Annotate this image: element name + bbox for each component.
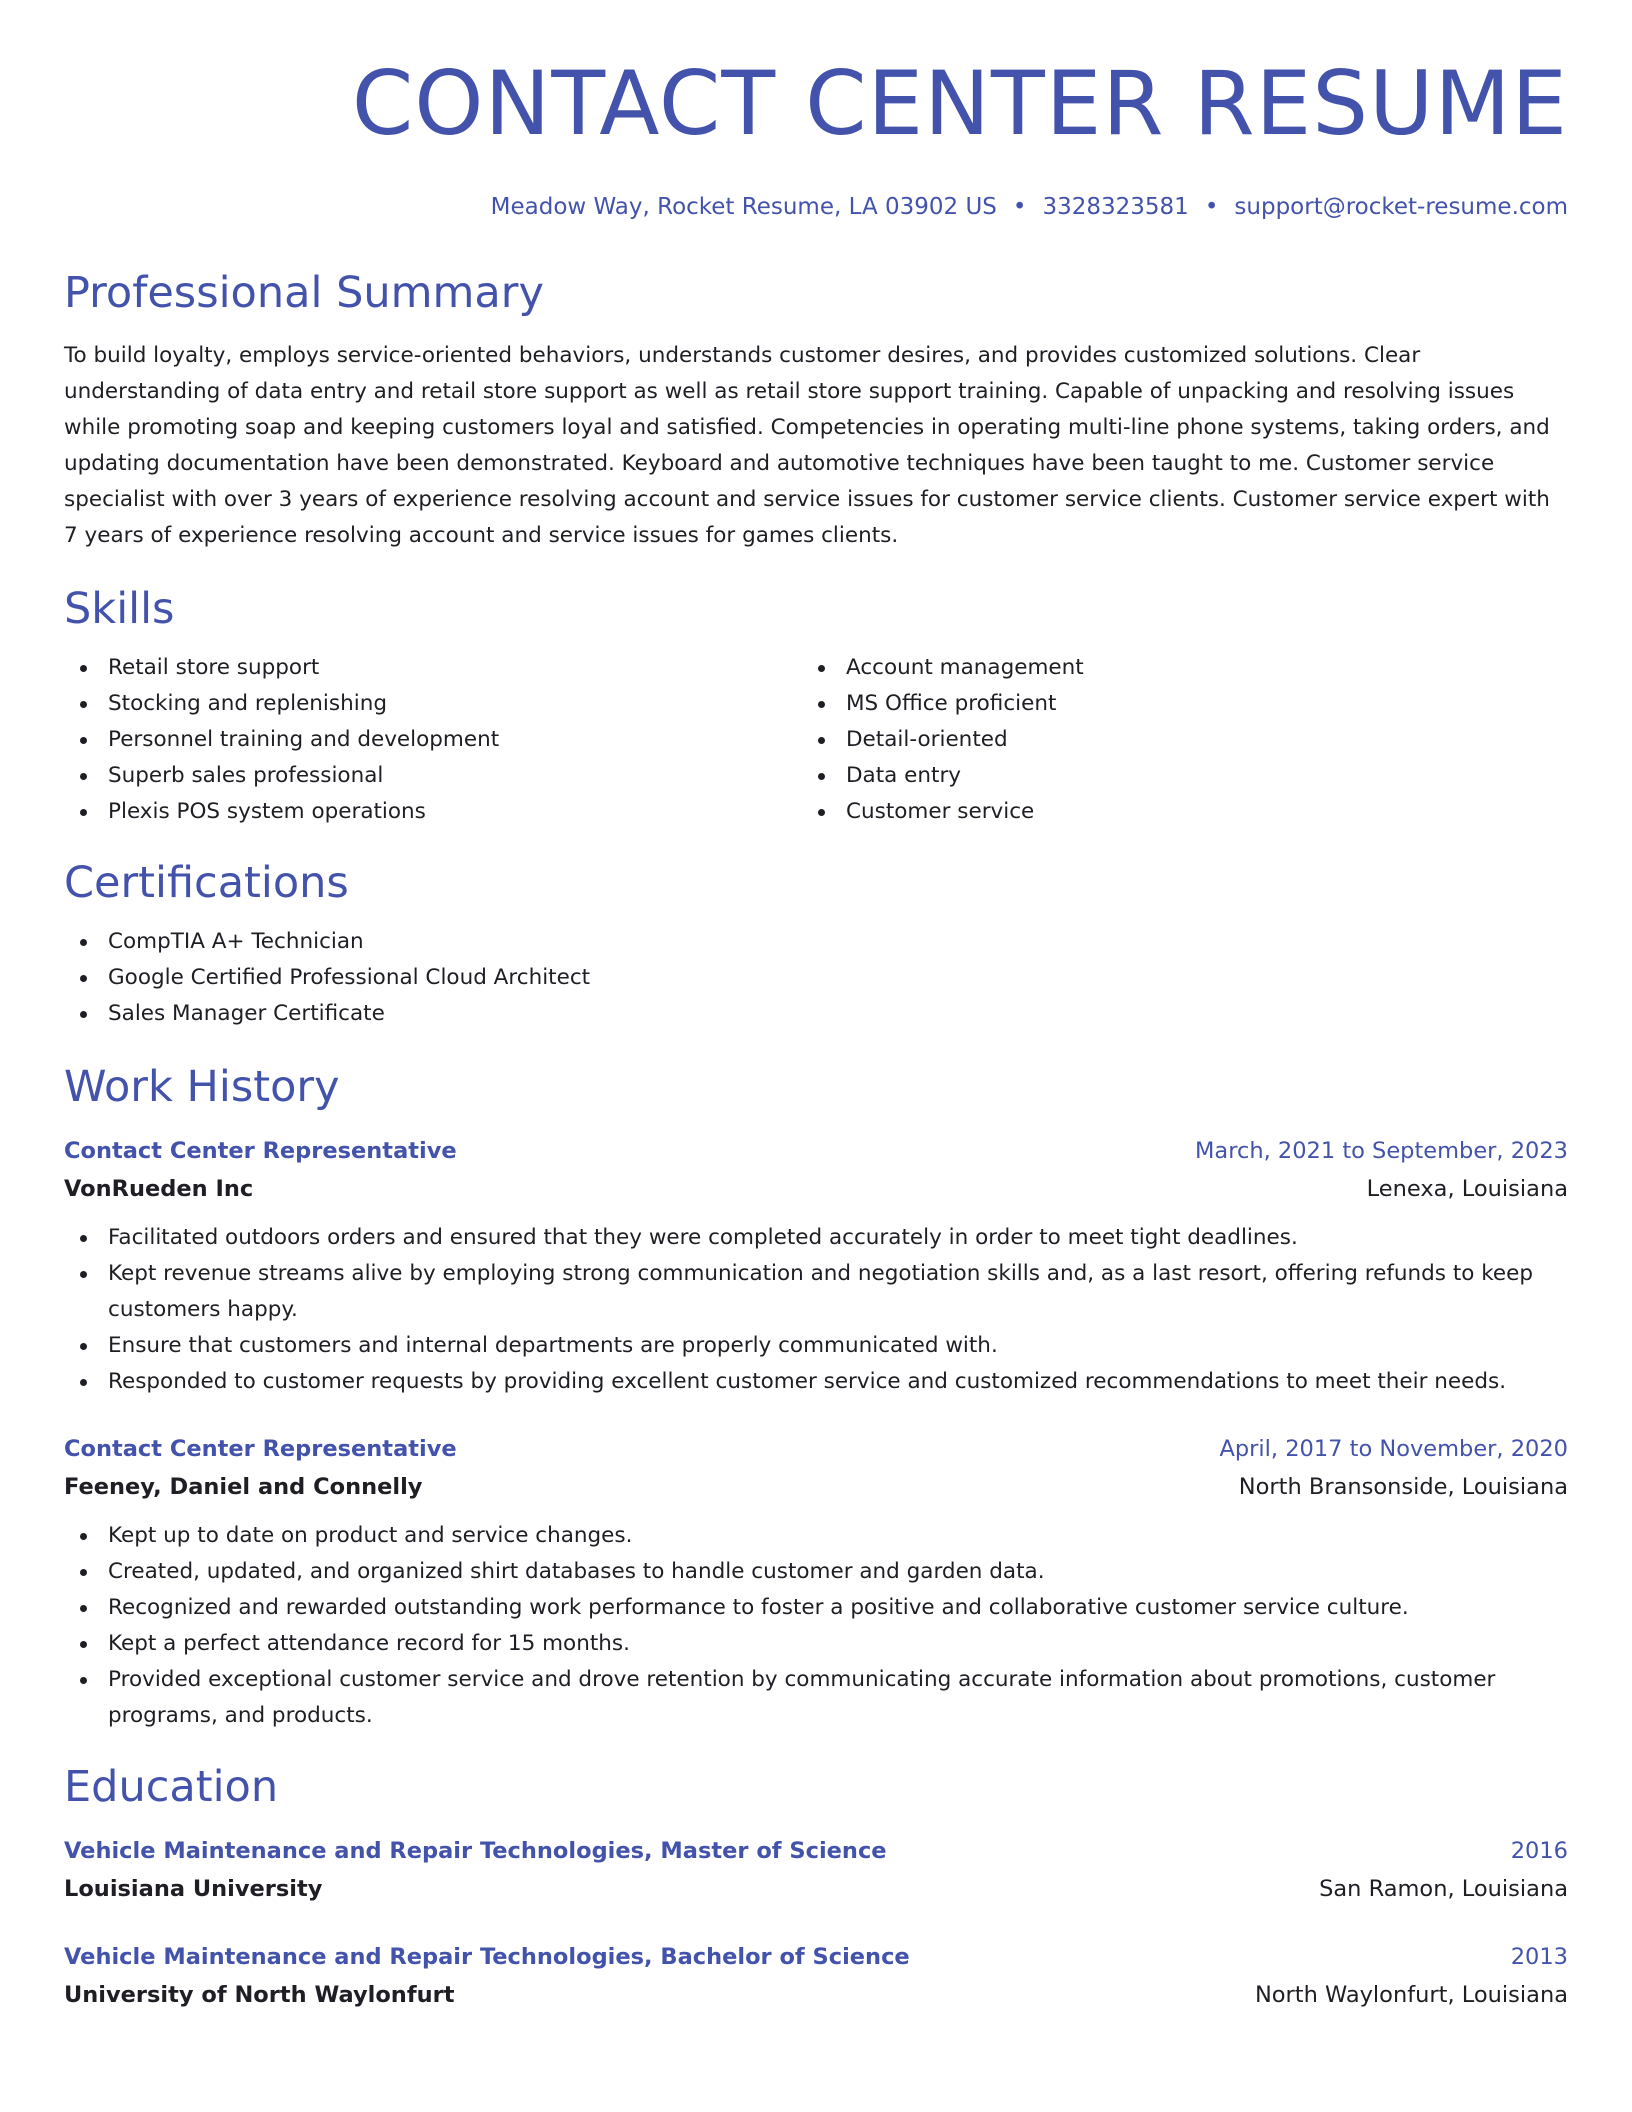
job-title: Contact Center Representative — [64, 1436, 457, 1462]
job-bullet: Facilitated outdoors orders and ensured that they were completed accurately in order to meet tight deadlines. — [64, 1220, 1568, 1256]
work-history-heading: Work History — [64, 1062, 340, 1112]
job-bullet: Created, updated, and organized shirt databases to handle customer and garden data. — [64, 1554, 1568, 1590]
job-header — [64, 1132, 1568, 1170]
education-entry — [64, 1832, 1568, 1908]
resume-title: CONTACT CENTER RESUME — [351, 52, 1568, 155]
summary-heading: Professional Summary — [64, 268, 544, 318]
phone: 3328323581 — [1042, 194, 1189, 220]
job-header — [64, 1430, 1568, 1468]
job-dates: March, 2021 to September, 2023 — [1195, 1138, 1568, 1164]
skills-section — [64, 582, 1568, 830]
job-bullet: Kept up to date on product and service changes. — [64, 1518, 1568, 1554]
education-heading: Education — [64, 1762, 279, 1812]
work-history-section — [64, 1060, 1568, 1734]
job-dates: April, 2017 to November, 2020 — [1219, 1436, 1568, 1462]
skills-columns — [64, 650, 1568, 830]
skill-item: Stocking and replenishing — [64, 686, 802, 722]
skills-list-right — [802, 650, 1540, 830]
skill-item: Retail store support — [64, 650, 802, 686]
education-header — [64, 1938, 1568, 1976]
job-bullets — [64, 1220, 1568, 1400]
separator-dot: • — [1012, 194, 1027, 220]
skill-item: Customer service — [802, 794, 1540, 830]
email-link[interactable]: support@rocket-resume.com — [1234, 194, 1568, 220]
certifications-section — [64, 856, 1568, 1032]
school-location: North Waylonfurt, Louisiana — [1254, 1982, 1568, 2008]
address: Meadow Way, Rocket Resume, LA 03902 US — [490, 194, 997, 220]
summary-section — [64, 266, 1568, 554]
job-bullet: Recognized and rewarded outstanding work performance to foster a positive and collaborative customer service culture. — [64, 1590, 1568, 1626]
job-subheader — [64, 1468, 1568, 1506]
job-location: North Bransonside, Louisiana — [1238, 1474, 1568, 1500]
skill-item: Data entry — [802, 758, 1540, 794]
separator-dot: • — [1204, 194, 1219, 220]
skill-item: Detail-oriented — [802, 722, 1540, 758]
skill-item: Personnel training and development — [64, 722, 802, 758]
skill-item: Superb sales professional — [64, 758, 802, 794]
school-name: Louisiana University — [64, 1876, 323, 1902]
job-location: Lenexa, Louisiana — [1366, 1176, 1568, 1202]
job-bullets — [64, 1518, 1568, 1734]
education-subheader — [64, 1870, 1568, 1908]
graduation-year: 2016 — [1510, 1838, 1568, 1864]
school-location: San Ramon, Louisiana — [1319, 1876, 1568, 1902]
job-bullet: Responded to customer requests by providing excellent customer service and customized recommendations to meet their needs. — [64, 1364, 1568, 1400]
degree: Vehicle Maintenance and Repair Technologies, Master of Science — [64, 1838, 887, 1864]
skill-item: MS Office proficient — [802, 686, 1540, 722]
job-bullet: Kept a perfect attendance record for 15 months. — [64, 1626, 1568, 1662]
job-subheader — [64, 1170, 1568, 1208]
certifications-heading: Certifications — [64, 858, 349, 908]
job-company: VonRueden Inc — [64, 1176, 254, 1202]
education-entry — [64, 1938, 1568, 2014]
graduation-year: 2013 — [1510, 1944, 1568, 1970]
summary-text: To build loyalty, employs service-oriented behaviors, understands customer desires, and provides customized solutions. Clear understanding of data entry and retail store support as well as retail store support training. Capable of unpacking and resolving issues while promoting soap and keeping customers loyal and satisfied. Competencies in operating multi-line phone systems, taking orders, and updating documentation have been demonstrated. Keyboard and automotive techniques have been taught to me. Customer service specialist with over 3 years of experience resolving account and service issues for customer service clients. Customer service expert with 7 years of experience resolving account and service issues for games clients. — [64, 343, 1550, 548]
certification-item: CompTIA A+ Technician — [64, 924, 1568, 960]
job-title: Contact Center Representative — [64, 1138, 457, 1164]
school-name: University of North Waylonfurt — [64, 1982, 455, 2008]
contact-line — [64, 192, 1568, 222]
skill-item: Plexis POS system operations — [64, 794, 802, 830]
certification-item: Sales Manager Certificate — [64, 996, 1568, 1032]
certification-item: Google Certified Professional Cloud Architect — [64, 960, 1568, 996]
degree: Vehicle Maintenance and Repair Technologies, Bachelor of Science — [64, 1944, 910, 1970]
job-bullet: Provided exceptional customer service and drove retention by communicating accurate information about promotions, customer programs, and products. — [64, 1662, 1568, 1734]
education-section — [64, 1760, 1568, 2014]
job-entry — [64, 1430, 1568, 1734]
job-entry — [64, 1132, 1568, 1400]
job-bullet: Ensure that customers and internal departments are properly communicated with. — [64, 1328, 1568, 1364]
skills-heading: Skills — [64, 584, 175, 634]
education-header — [64, 1832, 1568, 1870]
skills-list-left — [64, 650, 802, 830]
job-bullet: Kept revenue streams alive by employing strong communication and negotiation skills and, as a last resort, offering refunds to keep customers happy. — [64, 1256, 1568, 1328]
certifications-list — [64, 924, 1568, 1032]
education-subheader — [64, 1976, 1568, 2014]
skill-item: Account management — [802, 650, 1540, 686]
job-company: Feeney, Daniel and Connelly — [64, 1474, 423, 1500]
